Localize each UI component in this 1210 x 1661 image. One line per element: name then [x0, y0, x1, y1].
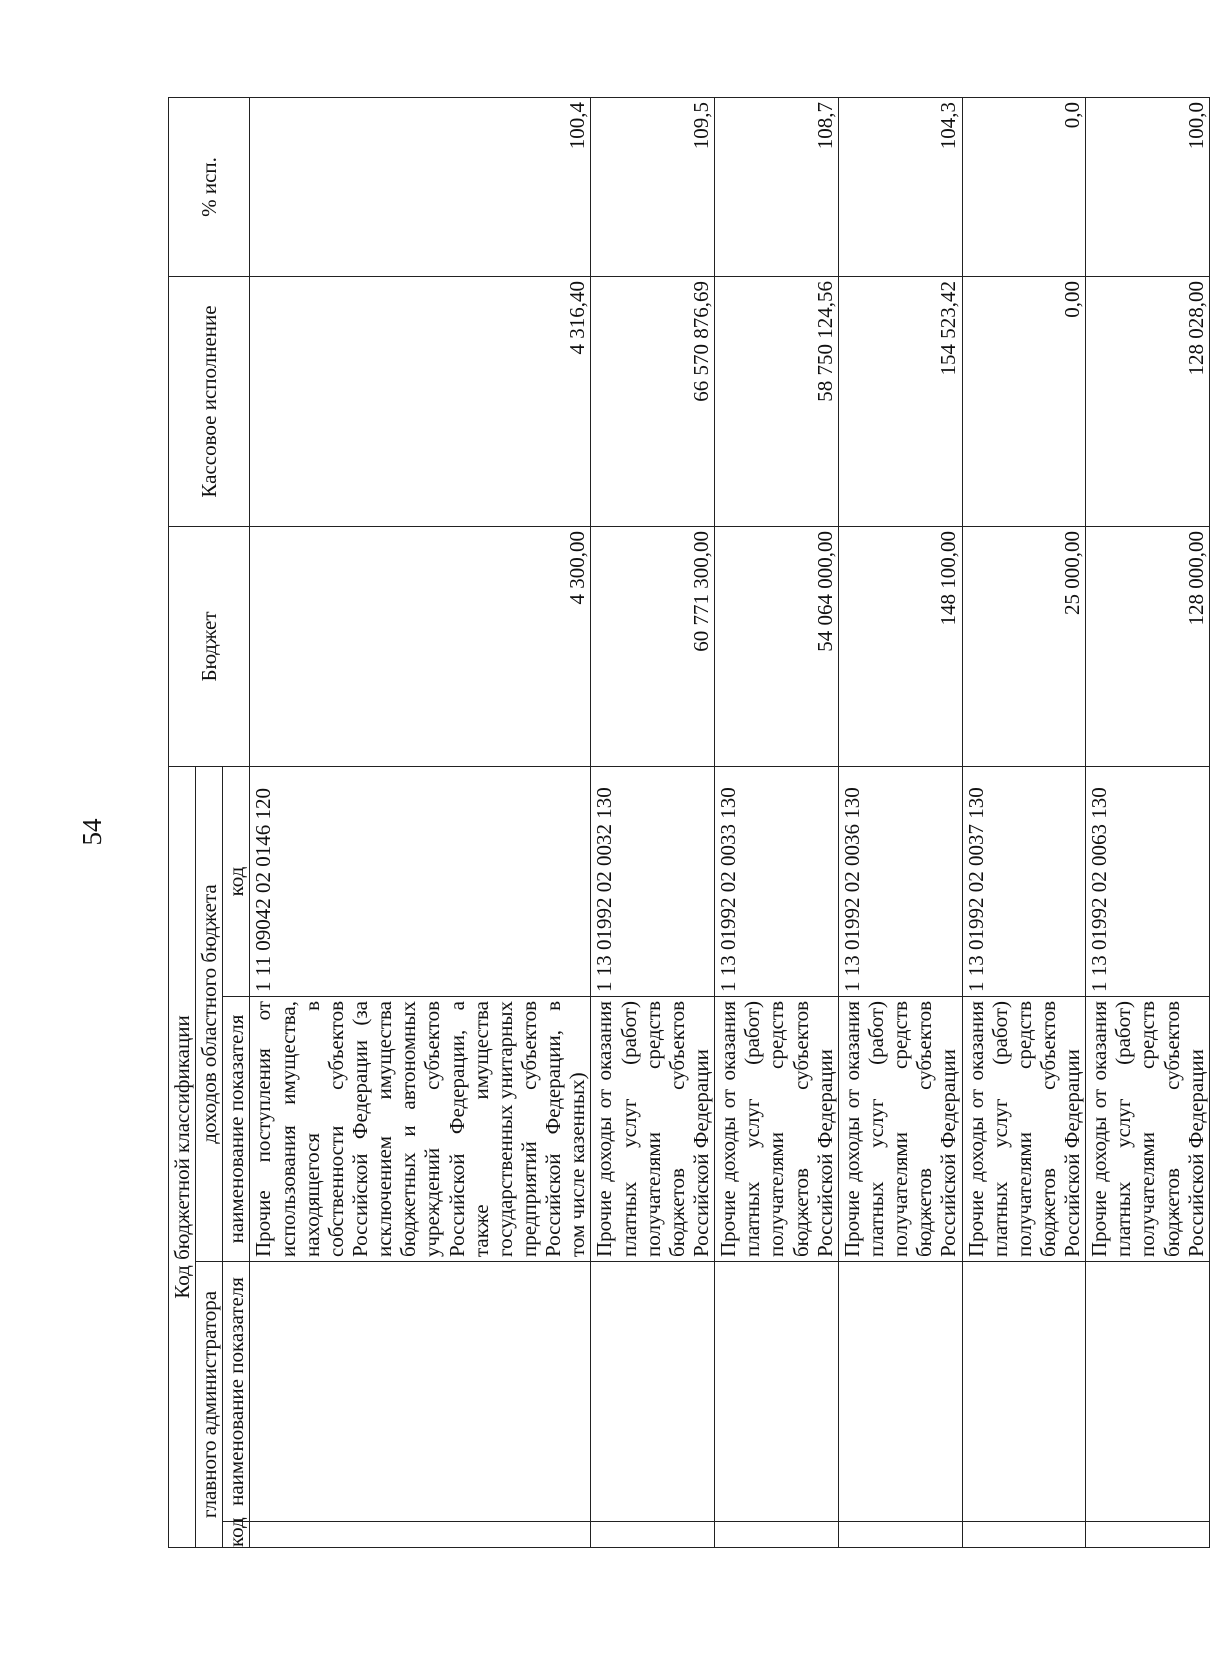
revenue-code-cell: 1 13 01992 02 0032 130 — [591, 766, 715, 996]
budget-cell: 128 000,00 — [1086, 526, 1210, 766]
revenue-name-cell: Прочие доходы от оказания платных услуг (работ) получателями средств бюджетов субъектов Российской Федерации — [838, 997, 962, 1262]
cash-execution-header: Кассовое исполнение — [169, 276, 250, 526]
admin-group-header: главного администратора — [196, 1262, 223, 1548]
page-number: 54 — [77, 818, 107, 846]
percent-cell: 100,4 — [250, 97, 591, 276]
admin-name-cell — [715, 1262, 839, 1522]
revenue-name-cell: Прочие доходы от оказания платных услуг (работ) получателями средств бюджетов субъектов Российской Федерации — [962, 997, 1086, 1262]
cash-cell: 66 570 876,69 — [591, 276, 715, 526]
admin-code-header: код — [224, 1517, 249, 1547]
revenue-code-header: код — [223, 766, 250, 996]
revenue-name-cell: Прочие поступления от использования имущества, находящегося в собственности субъектов Российской Федерации (за исключением имущества бюджетных и автономных учреждений субъектов Российской Федерации, а также имущества государственных унитарных предприятий субъектов Российской Федерации, в том числе казенных) — [250, 997, 591, 1262]
percent-cell: 104,3 — [838, 97, 962, 276]
budget-cell: 54 064 000,00 — [715, 526, 839, 766]
table-row — [962, 97, 1086, 1547]
budget-cell: 4 300,00 — [250, 526, 591, 766]
cash-cell: 4 316,40 — [250, 276, 591, 526]
admin-name-cell — [591, 1262, 715, 1522]
revenue-code-cell: 1 13 01992 02 0033 130 — [715, 766, 839, 996]
admin-code-cell — [962, 1522, 1086, 1548]
budget-cell: 60 771 300,00 — [591, 526, 715, 766]
cash-cell: 128 028,00 — [1086, 276, 1210, 526]
budget-table-sheet — [168, 98, 1208, 1548]
revenue-code-cell: 1 13 01992 02 0063 130 — [1086, 766, 1210, 996]
percent-cell: 100,0 — [1086, 97, 1210, 276]
admin-code-cell — [250, 1522, 591, 1548]
revenue-code-cell: 1 11 09042 02 0146 120 — [250, 766, 591, 996]
classification-header: Код бюджетной классификации — [169, 766, 196, 1547]
admin-code-cell — [591, 1522, 715, 1548]
admin-name-cell — [962, 1262, 1086, 1522]
revenue-name-cell: Прочие доходы от оказания платных услуг (работ) получателями средств бюджетов субъектов Российской Федерации — [715, 997, 839, 1262]
revenue-code-cell: 1 13 01992 02 0037 130 — [962, 766, 1086, 996]
percent-cell: 109,5 — [591, 97, 715, 276]
cash-cell: 0,00 — [962, 276, 1086, 526]
percent-cell: 0,0 — [962, 97, 1086, 276]
table-row — [591, 97, 715, 1547]
revenue-name-header: наименование показателя — [223, 997, 250, 1262]
table-row — [250, 97, 591, 1547]
admin-code-cell — [1086, 1522, 1210, 1548]
admin-name-cell — [250, 1262, 591, 1522]
table-row — [715, 97, 839, 1547]
admin-name-header: наименование показателя — [223, 1262, 250, 1522]
revenue-group-header: доходов областного бюджета — [196, 766, 223, 1261]
admin-code-cell — [838, 1522, 962, 1548]
admin-name-cell — [1086, 1262, 1210, 1522]
revenue-code-cell: 1 13 01992 02 0036 130 — [838, 766, 962, 996]
revenue-name-cell: Прочие доходы от оказания платных услуг (работ) получателями средств бюджетов субъектов Российской Федерации — [591, 997, 715, 1262]
revenue-name-cell: Прочие доходы от оказания платных услуг (работ) получателями средств бюджетов субъектов Российской Федерации — [1086, 997, 1210, 1262]
cash-cell: 58 750 124,56 — [715, 276, 839, 526]
percent-header: % исп. — [169, 97, 250, 276]
cash-cell: 154 523,42 — [838, 276, 962, 526]
admin-name-cell — [838, 1262, 962, 1522]
budget-table — [168, 97, 1210, 1548]
admin-code-cell — [715, 1522, 839, 1548]
budget-cell: 148 100,00 — [838, 526, 962, 766]
budget-header: Бюджет — [169, 526, 250, 766]
table-row — [1086, 97, 1210, 1547]
table-row — [838, 97, 962, 1547]
percent-cell: 108,7 — [715, 97, 839, 276]
budget-cell: 25 000,00 — [962, 526, 1086, 766]
